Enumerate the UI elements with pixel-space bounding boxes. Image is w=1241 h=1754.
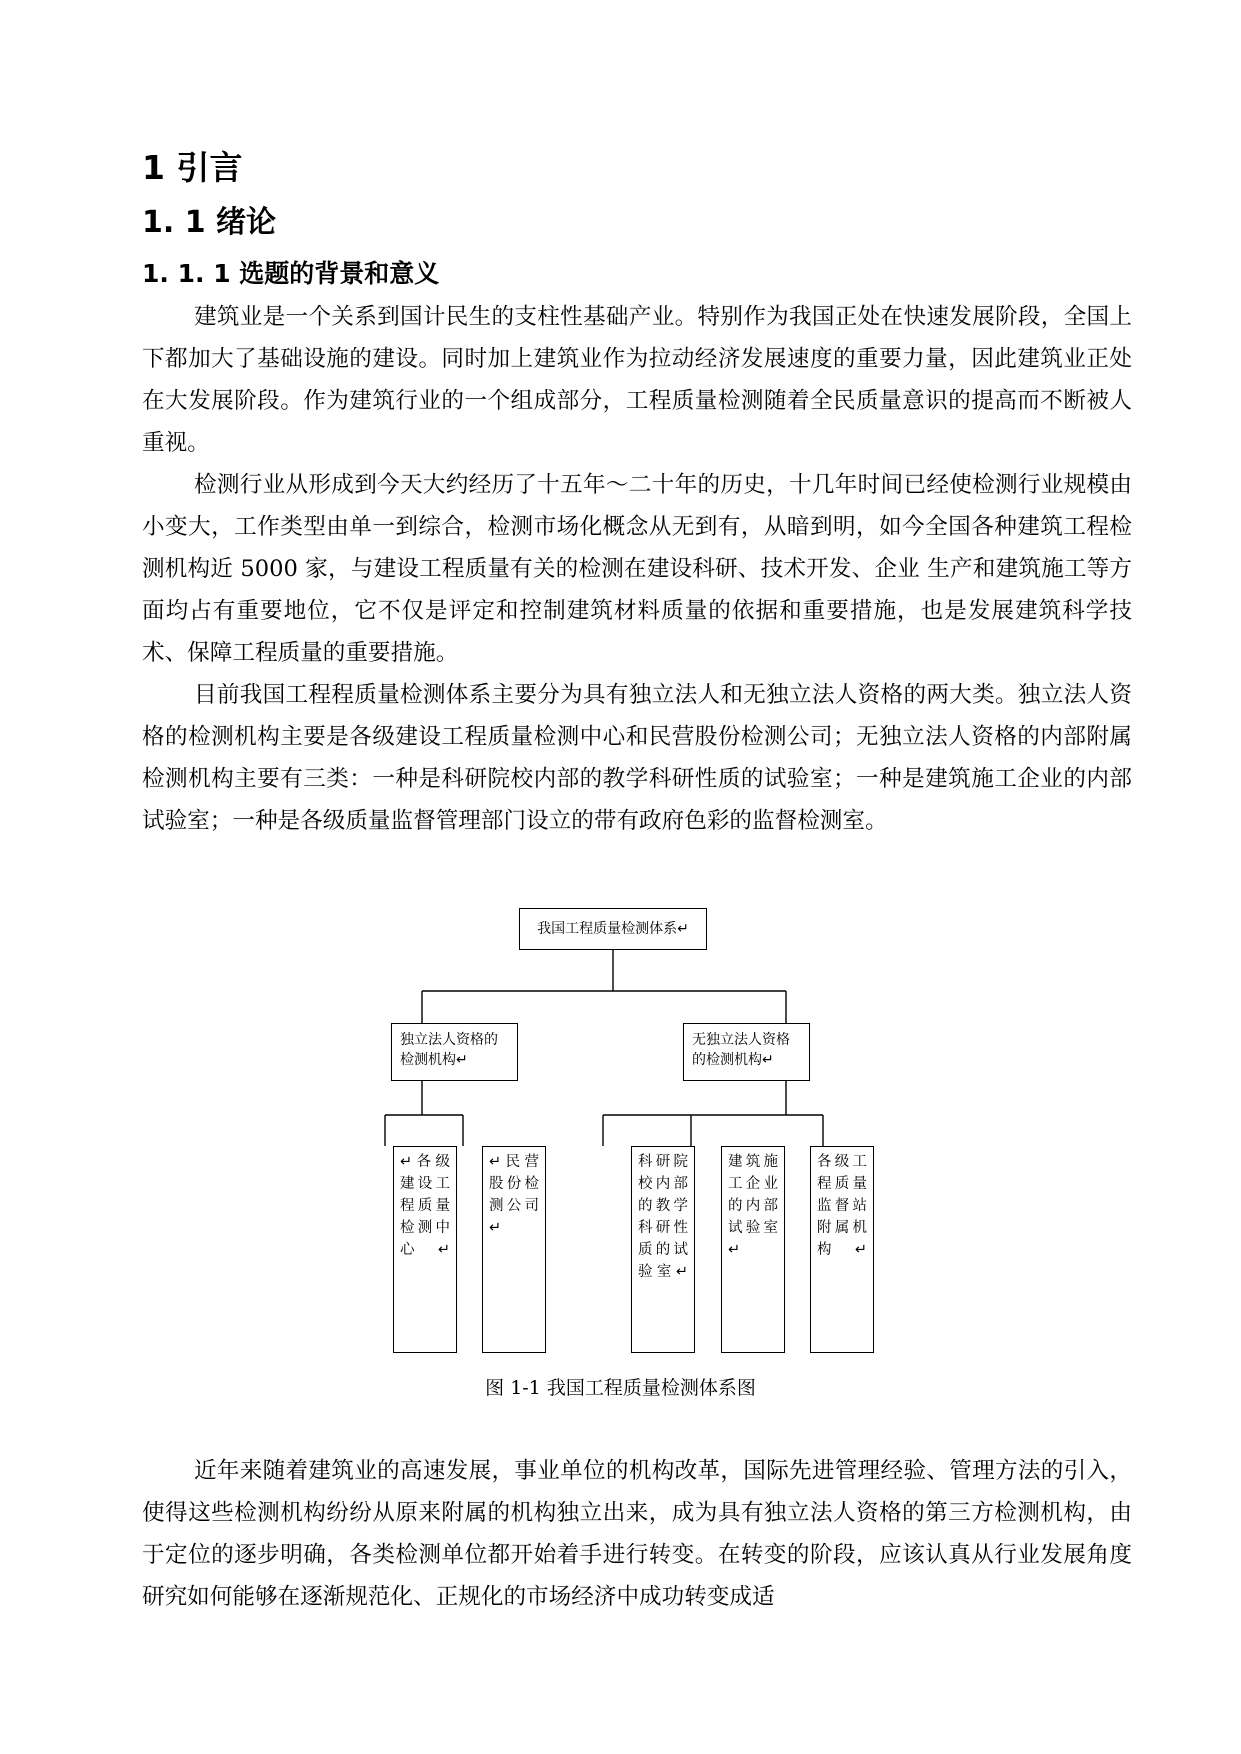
diagram-leaf-1 <box>393 1146 457 1353</box>
figure-caption: 图 1-1 我国工程质量检测体系图 <box>485 1377 756 1399</box>
diagram-leaf-3 <box>631 1146 695 1353</box>
paragraph-4: 近年来随着建筑业的高速发展，事业单位的机构改革，国际先进管理经验、管理方法的引入，使得这些检测机构纷纷从原来附属的机构独立出来，成为具有独立法人资格的第三方检测机构，由于定位的逐步明确，各类检测单位都开始着手进行转变。在转变的阶段，应该认真从行业发展角度研究如何能够在逐渐规范化、正规化的市场经济中成功转变成适 <box>142 1458 1132 1610</box>
diagram-leaf-1-text: ↵各级建设工程质量检测中心↵ <box>400 1154 450 1258</box>
diagram-leaf-2-text: ↵民营股份检测公司↵ <box>489 1154 539 1236</box>
diagram-leaf-5-text: 各级工程质量监督站附属机构↵ <box>817 1154 867 1258</box>
diagram-independent-box: 独立法人资格的检测机构↵ <box>391 1023 518 1081</box>
body-text-before-figure <box>142 296 1132 842</box>
diagram-leaf-4 <box>721 1146 785 1353</box>
paragraph-3: 目前我国工程程质量检测体系主要分为具有独立法人和无独立法人资格的两大类。独立法人资格的检测机构主要是各级建设工程质量检测中心和民营股份检测公司；无独立法人资格的内部附属检测机构主要有三类：一种是科研院校内部的教学科研性质的试验室；一种是建筑施工企业的内部试验室；一种是各级质量监督管理部门设立的带有政府色彩的监督检测室。 <box>142 682 1132 834</box>
diagram-dependent-box: 无独立法人资格的检测机构↵ <box>683 1023 810 1081</box>
subsection-heading: 1. 1. 1 选题的背景和意义 <box>142 259 440 288</box>
diagram-leaf-4-text: 建筑施工企业的内部试验室↵ <box>728 1154 778 1258</box>
chapter-heading: 1 引言 <box>142 148 243 187</box>
diagram-leaf-5 <box>810 1146 874 1353</box>
diagram-leaf-3-text: 科研院校内部的教学科研性质的试验室↵ <box>638 1154 688 1280</box>
paragraph-2: 检测行业从形成到今天大约经历了十五年～二十年的历史，十几年时间已经使检测行业规模由小变大，工作类型由单一到综合，检测市场化概念从无到有，从暗到明，如今全国各种建筑工程检测机构近 5000 家，与建设工程质量有关的检测在建设科研、技术开发、企业 生产和建筑施工等方面均占有重要地位，它不仅是评定和控制建筑材料质量的依据和重要措施，也是发展建筑科学技术、保障工程质量的重要措施。 <box>142 472 1132 666</box>
section-heading: 1. 1 绪论 <box>142 205 277 240</box>
diagram-leaf-2 <box>482 1146 546 1353</box>
body-text-after-figure <box>142 1450 1132 1618</box>
diagram-root-box: 我国工程质量检测体系↵ <box>519 908 707 950</box>
hierarchy-diagram <box>380 898 880 1358</box>
paragraph-1: 建筑业是一个关系到国计民生的支柱性基础产业。特别作为我国正处在快速发展阶段，全国上下都加大了基础设施的建设。同时加上建筑业作为拉动经济发展速度的重要力量，因此建筑业正处在大发展阶段。作为建筑行业的一个组成部分，工程质量检测随着全民质量意识的提高而不断被人重视。 <box>142 304 1132 456</box>
